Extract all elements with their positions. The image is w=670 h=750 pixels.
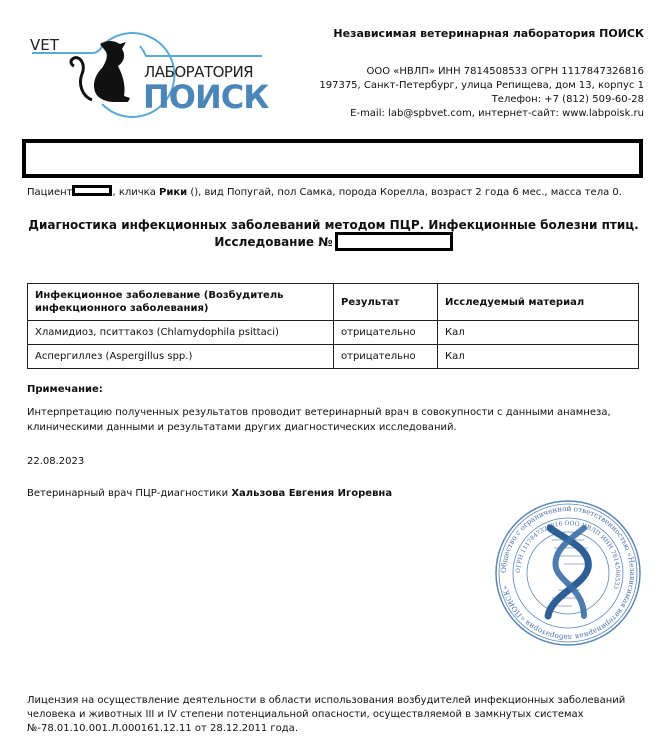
note-heading: Примечание: <box>27 384 103 395</box>
patient-info <box>27 185 622 198</box>
redacted-patient-id <box>72 185 112 196</box>
redacted-study-number <box>335 232 453 251</box>
company-phone: Телефон: +7 (812) 509-60-28 <box>491 94 644 105</box>
table-header-row <box>28 284 639 321</box>
redacted-block <box>22 139 643 178</box>
table-row <box>28 345 639 369</box>
company-contacts: E-mail: lab@spbvet.com, интернет-сайт: www.labpoisk.ru <box>350 108 644 119</box>
patient-name-prefix: , кличка <box>112 187 160 198</box>
results-table <box>27 283 639 369</box>
cell-result: отрицательно <box>334 345 438 369</box>
patient-label: Пациент <box>27 187 73 198</box>
cell-disease: Хламидиоз, пситтакоз (Chlamydophila psittaci) <box>28 321 334 345</box>
patient-details: (), вид Попугай, пол Самка, порода Корелла, возраст 2 года 6 мес., масса тела 0. <box>187 187 622 198</box>
stamp-seal-icon <box>492 498 644 648</box>
header-disease: Инфекционное заболевание (Возбудитель инфекционного заболевания) <box>28 284 334 321</box>
stamp-inner-text: ОГРН 1117847326816 ООО НВЛП ИНН 7814508533 <box>514 519 622 590</box>
cell-result: отрицательно <box>334 321 438 345</box>
license-text: Лицензия на осуществление деятельности в области использования возбудителей инфекционных заболеваний человека и животных III и IV степени потенциальной опасности, осуществляемой в замкнутых системах №-78.01.10.001.Л.000161.12.11 от 28.12.2011 года. <box>27 695 626 734</box>
header-material: Исследуемый материал <box>438 284 639 321</box>
cell-material: Кал <box>438 321 639 345</box>
logo-line <box>140 46 262 56</box>
lab-logo <box>22 22 272 122</box>
report-date: 22.08.2023 <box>27 456 85 467</box>
study-title: Диагностика инфекционных заболеваний методом ПЦР. Инфекционные болезни птиц. <box>28 218 639 232</box>
company-registration: ООО «НВЛП» ИНН 7814508533 ОГРН 1117847326816 <box>366 66 644 77</box>
note-text: Интерпретацию полученных результатов проводит ветеринарный врач в совокупности с данными анамнеза, клиническими данными и результатами других диагностических исследований. <box>27 407 611 433</box>
logo-vet: VET <box>30 36 59 54</box>
cell-material: Кал <box>438 345 639 369</box>
table-row <box>28 321 639 345</box>
doctor-name: Хальзова Евгения Игоревна <box>231 488 393 499</box>
doctor-role: Ветеринарный врач ПЦР-диагностики <box>27 488 232 499</box>
company-address: 197375, Санкт-Петербург, улица Репищева, дом 13, корпус 1 <box>319 80 644 91</box>
patient-name: Рики <box>159 187 188 198</box>
stamp-outer-text: Общество с ограниченной ответственностью «Независимая ветеринарная лаборатория «ПОИСК» <box>498 503 638 643</box>
cell-disease: Аспергиллез (Aspergillus spp.) <box>28 345 334 369</box>
lab-stamp <box>492 498 644 648</box>
lab-name: Независимая ветеринарная лаборатория ПОИСК <box>333 27 644 40</box>
doctor-signature-line <box>27 488 392 499</box>
study-number-label: Исследование № <box>214 235 333 249</box>
logo-line2: ПОИСК <box>143 78 269 116</box>
dna-helix-icon <box>548 528 590 616</box>
study-title-block <box>27 218 640 251</box>
logo-line1: ЛАБОРАТОРИЯ <box>144 63 254 81</box>
header-result: Результат <box>334 284 438 321</box>
logo-graphic <box>22 22 272 122</box>
